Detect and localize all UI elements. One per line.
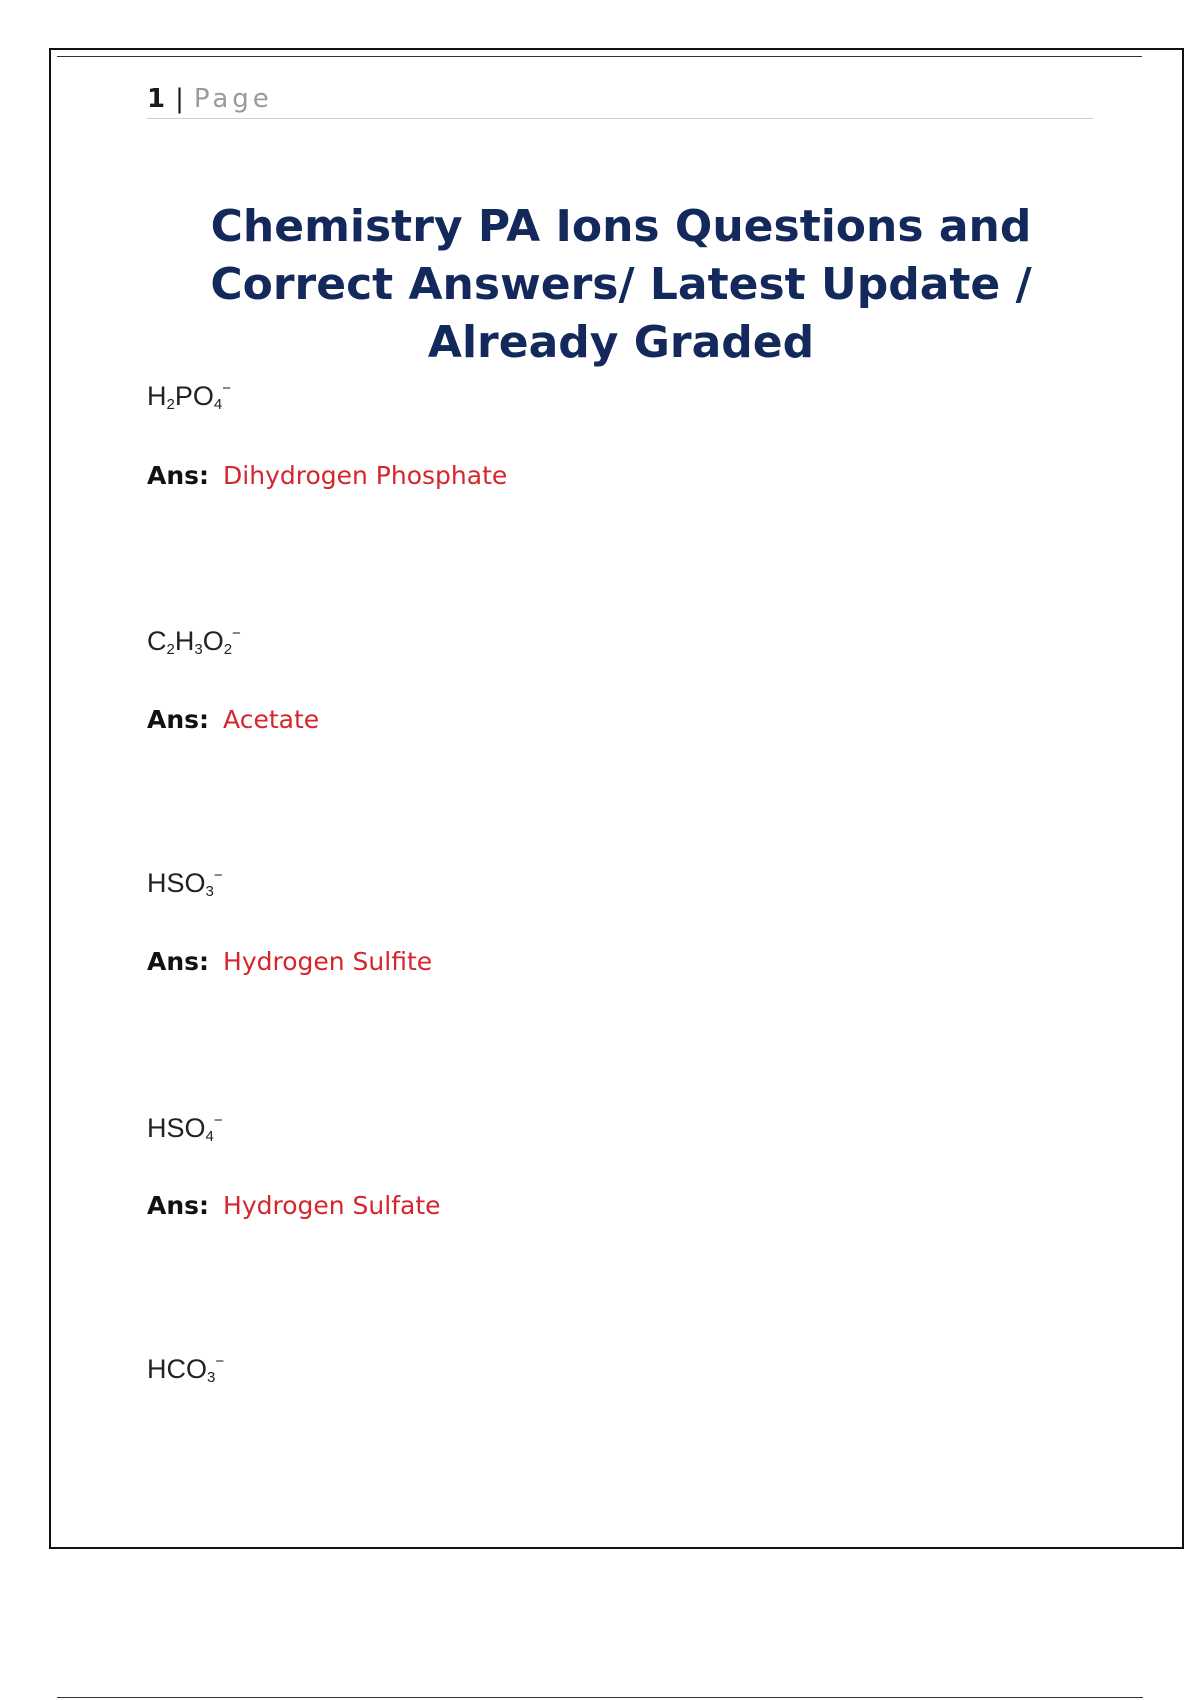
answer-4 [147, 1190, 441, 1222]
answer-text: Acetate [223, 705, 320, 734]
answer-text: Hydrogen Sulfate [223, 1191, 441, 1220]
question-formula-1: $H_2PO_4^-$ [147, 380, 231, 413]
question-formula-4: $HSO_4^-$ [147, 1112, 223, 1145]
page-word: Page [193, 84, 273, 114]
question-formula-3: $HSO_3^-$ [147, 867, 223, 900]
page-header [147, 80, 1093, 119]
answer-text: Hydrogen Sulfite [223, 947, 433, 976]
page-separator: | [175, 84, 184, 114]
answer-3 [147, 946, 432, 978]
answer-label: Ans: [147, 705, 210, 734]
answer-label: Ans: [147, 461, 210, 490]
answer-label: Ans: [147, 1191, 210, 1220]
top-rule [57, 56, 1142, 57]
bottom-rule [57, 1697, 1143, 1698]
document-title: Chemistry PA Ions Questions and Correct Answers/ Latest Update / Already Graded [210, 201, 1032, 368]
answer-2 [147, 704, 319, 736]
page-number: 1 [147, 84, 166, 114]
answer-label: Ans: [147, 947, 210, 976]
answer-1 [147, 460, 507, 492]
question-formula-5: $HCO_3^-$ [147, 1353, 225, 1386]
document-page [49, 48, 1184, 1549]
question-formula-2: $C_2H_3O_2^-$ [147, 625, 241, 658]
answer-text: Dihydrogen Phosphate [223, 461, 508, 490]
